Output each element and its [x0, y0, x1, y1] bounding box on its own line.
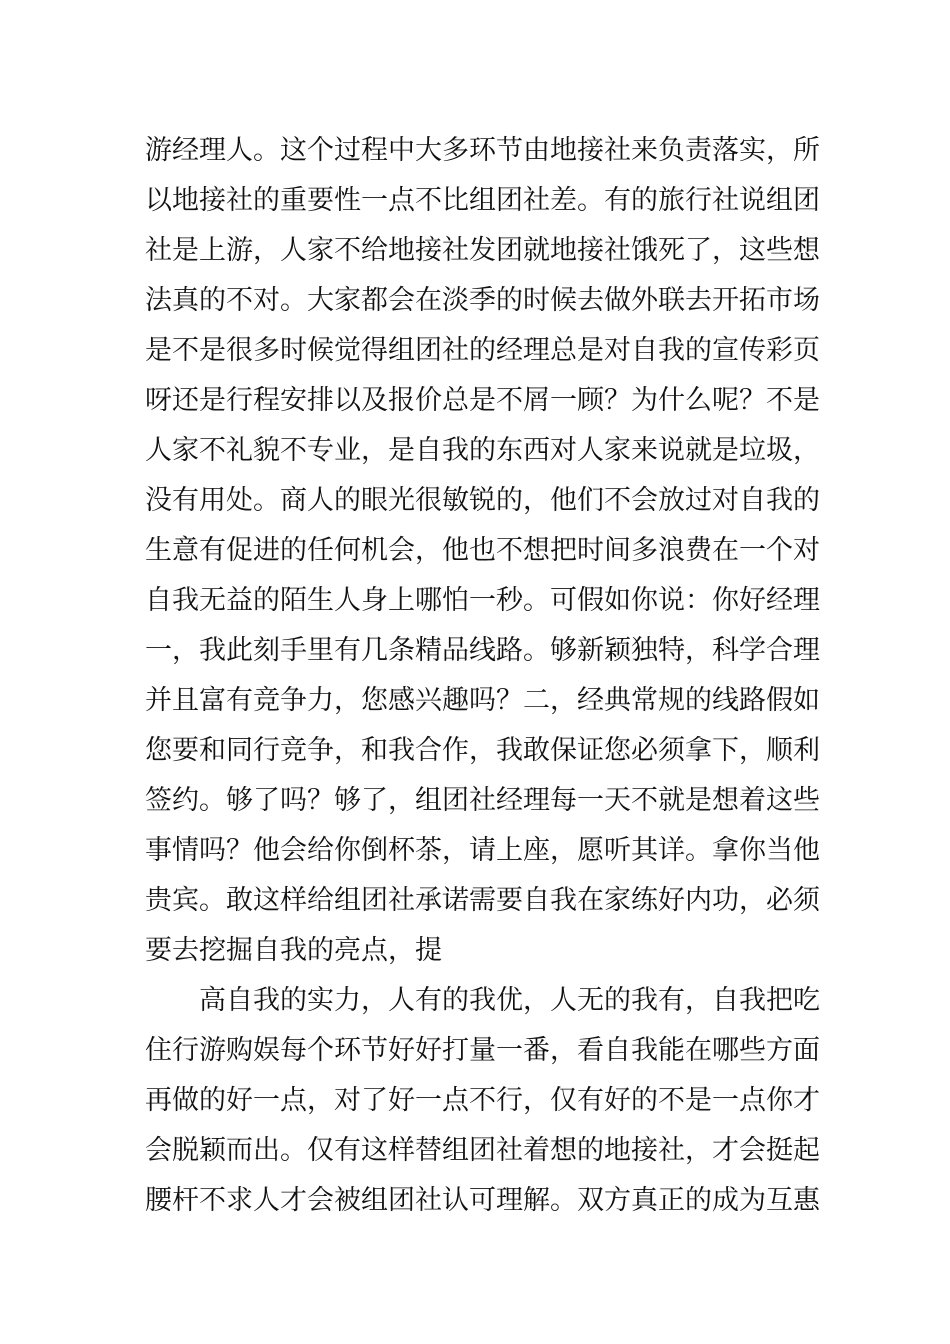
paragraph-2	[145, 976, 820, 1226]
text-line: 是不是很多时候觉得组团社的经理总是对自我的宣传彩页	[145, 335, 820, 366]
text-line: 贵宾。敢这样给组团社承诺需要自我在家练好内功，必须	[145, 885, 820, 916]
text-line: 您要和同行竞争，和我合作，我敢保证您必须拿下，顺利	[145, 735, 820, 766]
text-line: 生意有促进的任何机会，他也不想把时间多浪费在一个对	[145, 535, 820, 566]
text-line: 住行游购娱每个环节好好打量一番，看自我能在哪些方面	[145, 1035, 820, 1066]
text-line: 法真的不对。大家都会在淡季的时候去做外联去开拓市场	[145, 285, 820, 316]
body-text	[145, 126, 820, 1226]
text-line: 一，我此刻手里有几条精品线路。够新颖独特，科学合理	[145, 635, 820, 666]
paragraph-1	[145, 126, 820, 976]
text-line: 腰杆不求人才会被组团社认可理解。双方真正的成为互惠	[145, 1185, 820, 1216]
text-line: 并且富有竞争力，您感兴趣吗？二，经典常规的线路假如	[145, 685, 820, 716]
text-line: 高自我的实力，人有的我优，人无的我有，自我把吃	[199, 985, 820, 1016]
text-line: 会脱颖而出。仅有这样替组团社着想的地接社，才会挺起	[145, 1135, 820, 1166]
text-line: 没有用处。商人的眼光很敏锐的，他们不会放过对自我的	[145, 485, 820, 516]
text-line: 人家不礼貌不专业，是自我的东西对人家来说就是垃圾，	[145, 435, 820, 466]
text-line: 游经理人。这个过程中大多环节由地接社来负责落实，所	[145, 135, 820, 166]
text-line: 以地接社的重要性一点不比组团社差。有的旅行社说组团	[145, 185, 820, 216]
text-line: 呀还是行程安排以及报价总是不屑一顾？为什么呢？不是	[145, 385, 820, 416]
text-line: 再做的好一点，对了好一点不行，仅有好的不是一点你才	[145, 1085, 820, 1116]
text-line: 要去挖掘自我的亮点，提	[145, 935, 442, 966]
text-line: 事情吗？他会给你倒杯茶，请上座，愿听其详。拿你当他	[145, 835, 820, 866]
text-line: 社是上游，人家不给地接社发团就地接社饿死了，这些想	[145, 235, 820, 266]
text-line: 签约。够了吗？够了，组团社经理每一天不就是想着这些	[145, 785, 820, 816]
text-line: 自我无益的陌生人身上哪怕一秒。可假如你说：你好经理	[145, 585, 820, 616]
